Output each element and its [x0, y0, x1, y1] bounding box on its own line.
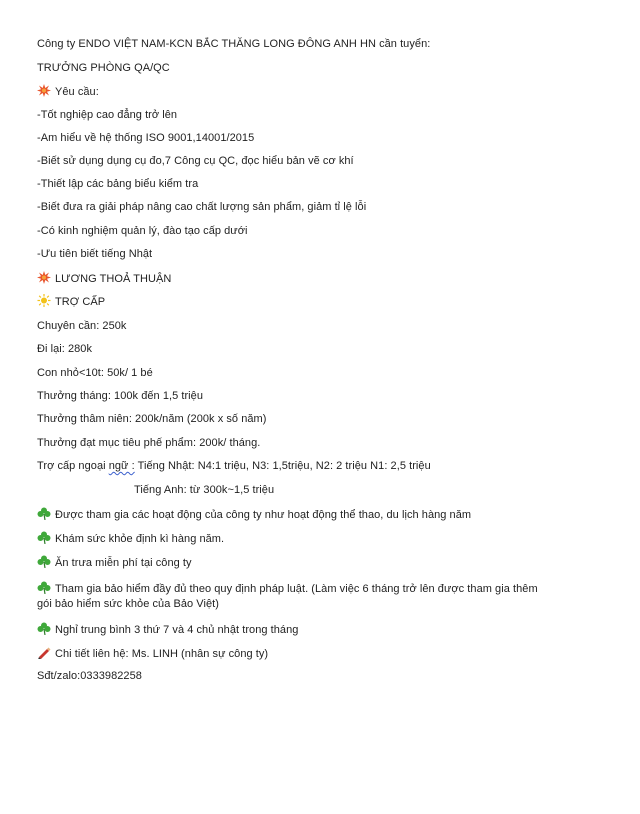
- allowance-item: Chuyên cần: 250k: [37, 320, 127, 332]
- shamrock-icon: [37, 531, 51, 544]
- salary-row: [37, 271, 171, 286]
- requirement-item: -Tốt nghiệp cao đẳng trở lên: [37, 109, 178, 121]
- shamrock-icon: [37, 622, 51, 635]
- allowance-item: Thưởng thâm niên: 200k/năm (200k x số năm): [37, 413, 267, 425]
- burst-icon: [37, 84, 51, 97]
- phone-line: Sđt/zalo:0333982258: [37, 670, 142, 682]
- requirement-item: -Thiết lập các bảng biểu kiểm tra: [37, 178, 199, 190]
- requirement-item: -Am hiểu về hệ thống ISO 9001,14001/2015: [37, 132, 255, 144]
- language-allowance-japanese: Tiếng Nhật: N4:1 triệu, N3: 1,5triệu, N2: 2 triệu N1: 2,5 triệu: [134, 460, 431, 472]
- allowance-item: Đi lại: 280k: [37, 343, 93, 355]
- benefit-text: Khám sức khỏe định kì hàng năm.: [55, 533, 225, 545]
- requirement-item: -Có kinh nghiệm quản lý, đào tạo cấp dưới: [37, 225, 248, 237]
- benefit-row: [37, 622, 298, 637]
- allowance-item: Thưởng đạt mục tiêu phế phẩm: 200k/ tháng.: [37, 437, 261, 449]
- shamrock-icon: [37, 581, 51, 594]
- contact-text: Chi tiết liên hệ: Ms. LINH (nhân sự công ty): [55, 648, 269, 660]
- company-line: Công ty ENDO VIỆT NAM-KCN BẮC THĂNG LONG ĐÔNG ANH HN cần tuyển:: [37, 38, 431, 50]
- language-allowance-word: ngữ :: [108, 460, 135, 472]
- allowance-item: Con nhỏ<10t: 50k/ 1 bé: [37, 367, 153, 379]
- benefit-row: [37, 507, 471, 522]
- shamrock-icon: [37, 507, 51, 520]
- allowance-item: Thưởng tháng: 100k đến 1,5 triệu: [37, 390, 204, 402]
- requirements-heading-row: [37, 84, 99, 99]
- position-title: TRƯỞNG PHÒNG QA/QC: [37, 62, 170, 74]
- benefit-text: Ăn trưa miễn phí tại công ty: [55, 557, 192, 569]
- benefit-row: [37, 581, 538, 596]
- requirement-item: -Ưu tiên biết tiếng Nhật: [37, 248, 153, 260]
- language-allowance-english: Tiếng Anh: từ 300k~1,5 triệu: [134, 484, 275, 496]
- benefit-row: [37, 531, 224, 546]
- benefit-text: Tham gia bảo hiểm đầy đủ theo quy định pháp luật. (Làm việc 6 tháng trở lên được tham gia thêm: [55, 583, 538, 595]
- allowance-heading: TRỢ CẤP: [55, 296, 106, 308]
- requirement-item: -Biết sử dụng dụng cụ đo,7 Công cụ QC, đọc hiểu bản vẽ cơ khí: [37, 155, 354, 167]
- contact-row: [37, 646, 268, 661]
- burst-icon: [37, 271, 51, 284]
- requirement-item: -Biết đưa ra giải pháp nâng cao chất lượng sản phẩm, giảm tỉ lệ lỗi: [37, 201, 367, 213]
- language-allowance-prefix: Trợ cấp ngoại: [37, 460, 109, 472]
- shamrock-icon: [37, 555, 51, 568]
- benefit-text: Được tham gia các hoạt động của công ty như hoạt động thể thao, du lịch hàng năm: [55, 509, 472, 521]
- requirements-heading: Yêu cầu:: [55, 86, 99, 98]
- benefit-continuation: gói bảo hiểm sức khỏe của Bảo Việt): [37, 598, 219, 610]
- language-allowance-row: [37, 459, 431, 473]
- benefit-text: Nghỉ trung bình 3 thứ 7 và 4 chủ nhật trong tháng: [55, 624, 299, 636]
- salary-text: LƯƠNG THOẢ THUẬN: [55, 273, 172, 285]
- allowance-heading-row: [37, 294, 105, 309]
- sun-icon: [37, 294, 51, 307]
- pen-icon: [37, 646, 51, 659]
- benefit-row: [37, 555, 192, 570]
